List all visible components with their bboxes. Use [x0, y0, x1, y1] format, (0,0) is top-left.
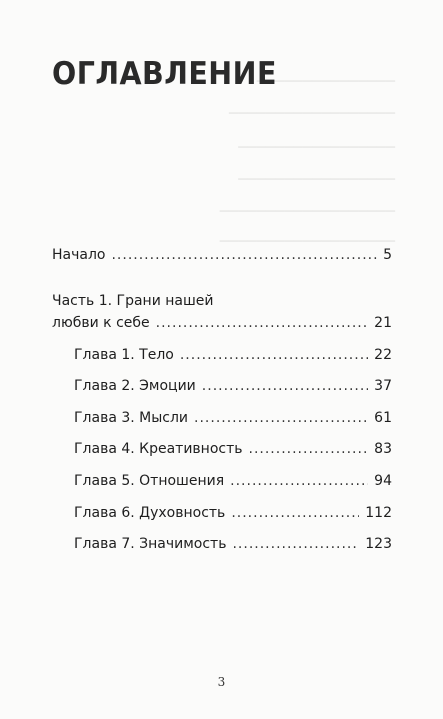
dot-leader	[111, 246, 377, 264]
toc-entry-label: Глава 2. Эмоции	[74, 378, 196, 394]
toc-entry-label: Глава 1. Тело	[74, 347, 174, 363]
toc-entry-label: Глава 4. Креативность	[74, 441, 243, 457]
toc-entry-chapter-7[interactable]	[74, 535, 392, 553]
toc-entry-label: Начало	[52, 247, 106, 263]
toc-entry-page: 94	[374, 473, 392, 489]
toc-entry-label: любви к себе	[52, 315, 150, 331]
page-title: ОГЛАВЛЕНИЕ	[52, 56, 277, 92]
dot-leader	[230, 472, 368, 490]
toc-entry-chapter-5[interactable]	[74, 472, 392, 490]
bleed-through-text: ▁▁▁▁▁▁▁▁▁▁▁▁▁▁▁ ▁▁▁▁▁▁▁▁▁▁▁▁▁▁▁▁▁▁ ▁▁▁▁▁▁▁▁▁▁▁▁▁▁▁▁▁ ▁▁▁▁▁▁▁▁▁▁▁▁▁▁▁▁▁ ▁▁▁▁▁▁▁▁▁▁▁▁▁▁▁▁▁▁▁ ▁▁▁▁▁▁▁▁▁▁▁▁▁▁▁▁▁▁▁	[219, 68, 395, 242]
toc-entry-part-1[interactable]	[52, 314, 392, 332]
page-number: 3	[217, 675, 226, 689]
dot-leader	[194, 409, 368, 427]
dot-leader	[232, 535, 359, 553]
toc-entry-page: 37	[374, 378, 392, 394]
toc-entry-page: 112	[365, 505, 392, 521]
dot-leader	[202, 377, 368, 395]
toc-entry-page: 5	[383, 247, 392, 263]
toc-entry-page: 61	[374, 410, 392, 426]
dot-leader	[249, 440, 369, 458]
toc-entry-chapter-1[interactable]	[74, 346, 392, 364]
toc-entry-beginning[interactable]	[52, 246, 392, 264]
dot-leader	[231, 504, 359, 522]
toc-entry-label: Глава 3. Мысли	[74, 410, 189, 426]
toc-entry-chapter-6[interactable]	[74, 504, 392, 522]
toc-entry-label: Глава 5. Отношения	[74, 473, 225, 489]
toc-entry-label: Глава 7. Значимость	[74, 536, 227, 552]
toc-entry-label: Глава 6. Духовность	[74, 505, 226, 521]
toc-entry-page: 83	[374, 441, 392, 457]
dot-leader	[156, 314, 369, 332]
toc-entry-page: 22	[374, 347, 392, 363]
toc-part-title: Часть 1. Грани нашей	[52, 293, 214, 309]
dot-leader	[180, 346, 368, 364]
toc-entry-page: 21	[374, 315, 392, 331]
toc-entry-chapter-2[interactable]	[74, 377, 392, 395]
toc-entry-chapter-3[interactable]	[74, 409, 392, 427]
toc-entry-page: 123	[365, 536, 392, 552]
toc-entry-chapter-4[interactable]	[74, 440, 392, 458]
